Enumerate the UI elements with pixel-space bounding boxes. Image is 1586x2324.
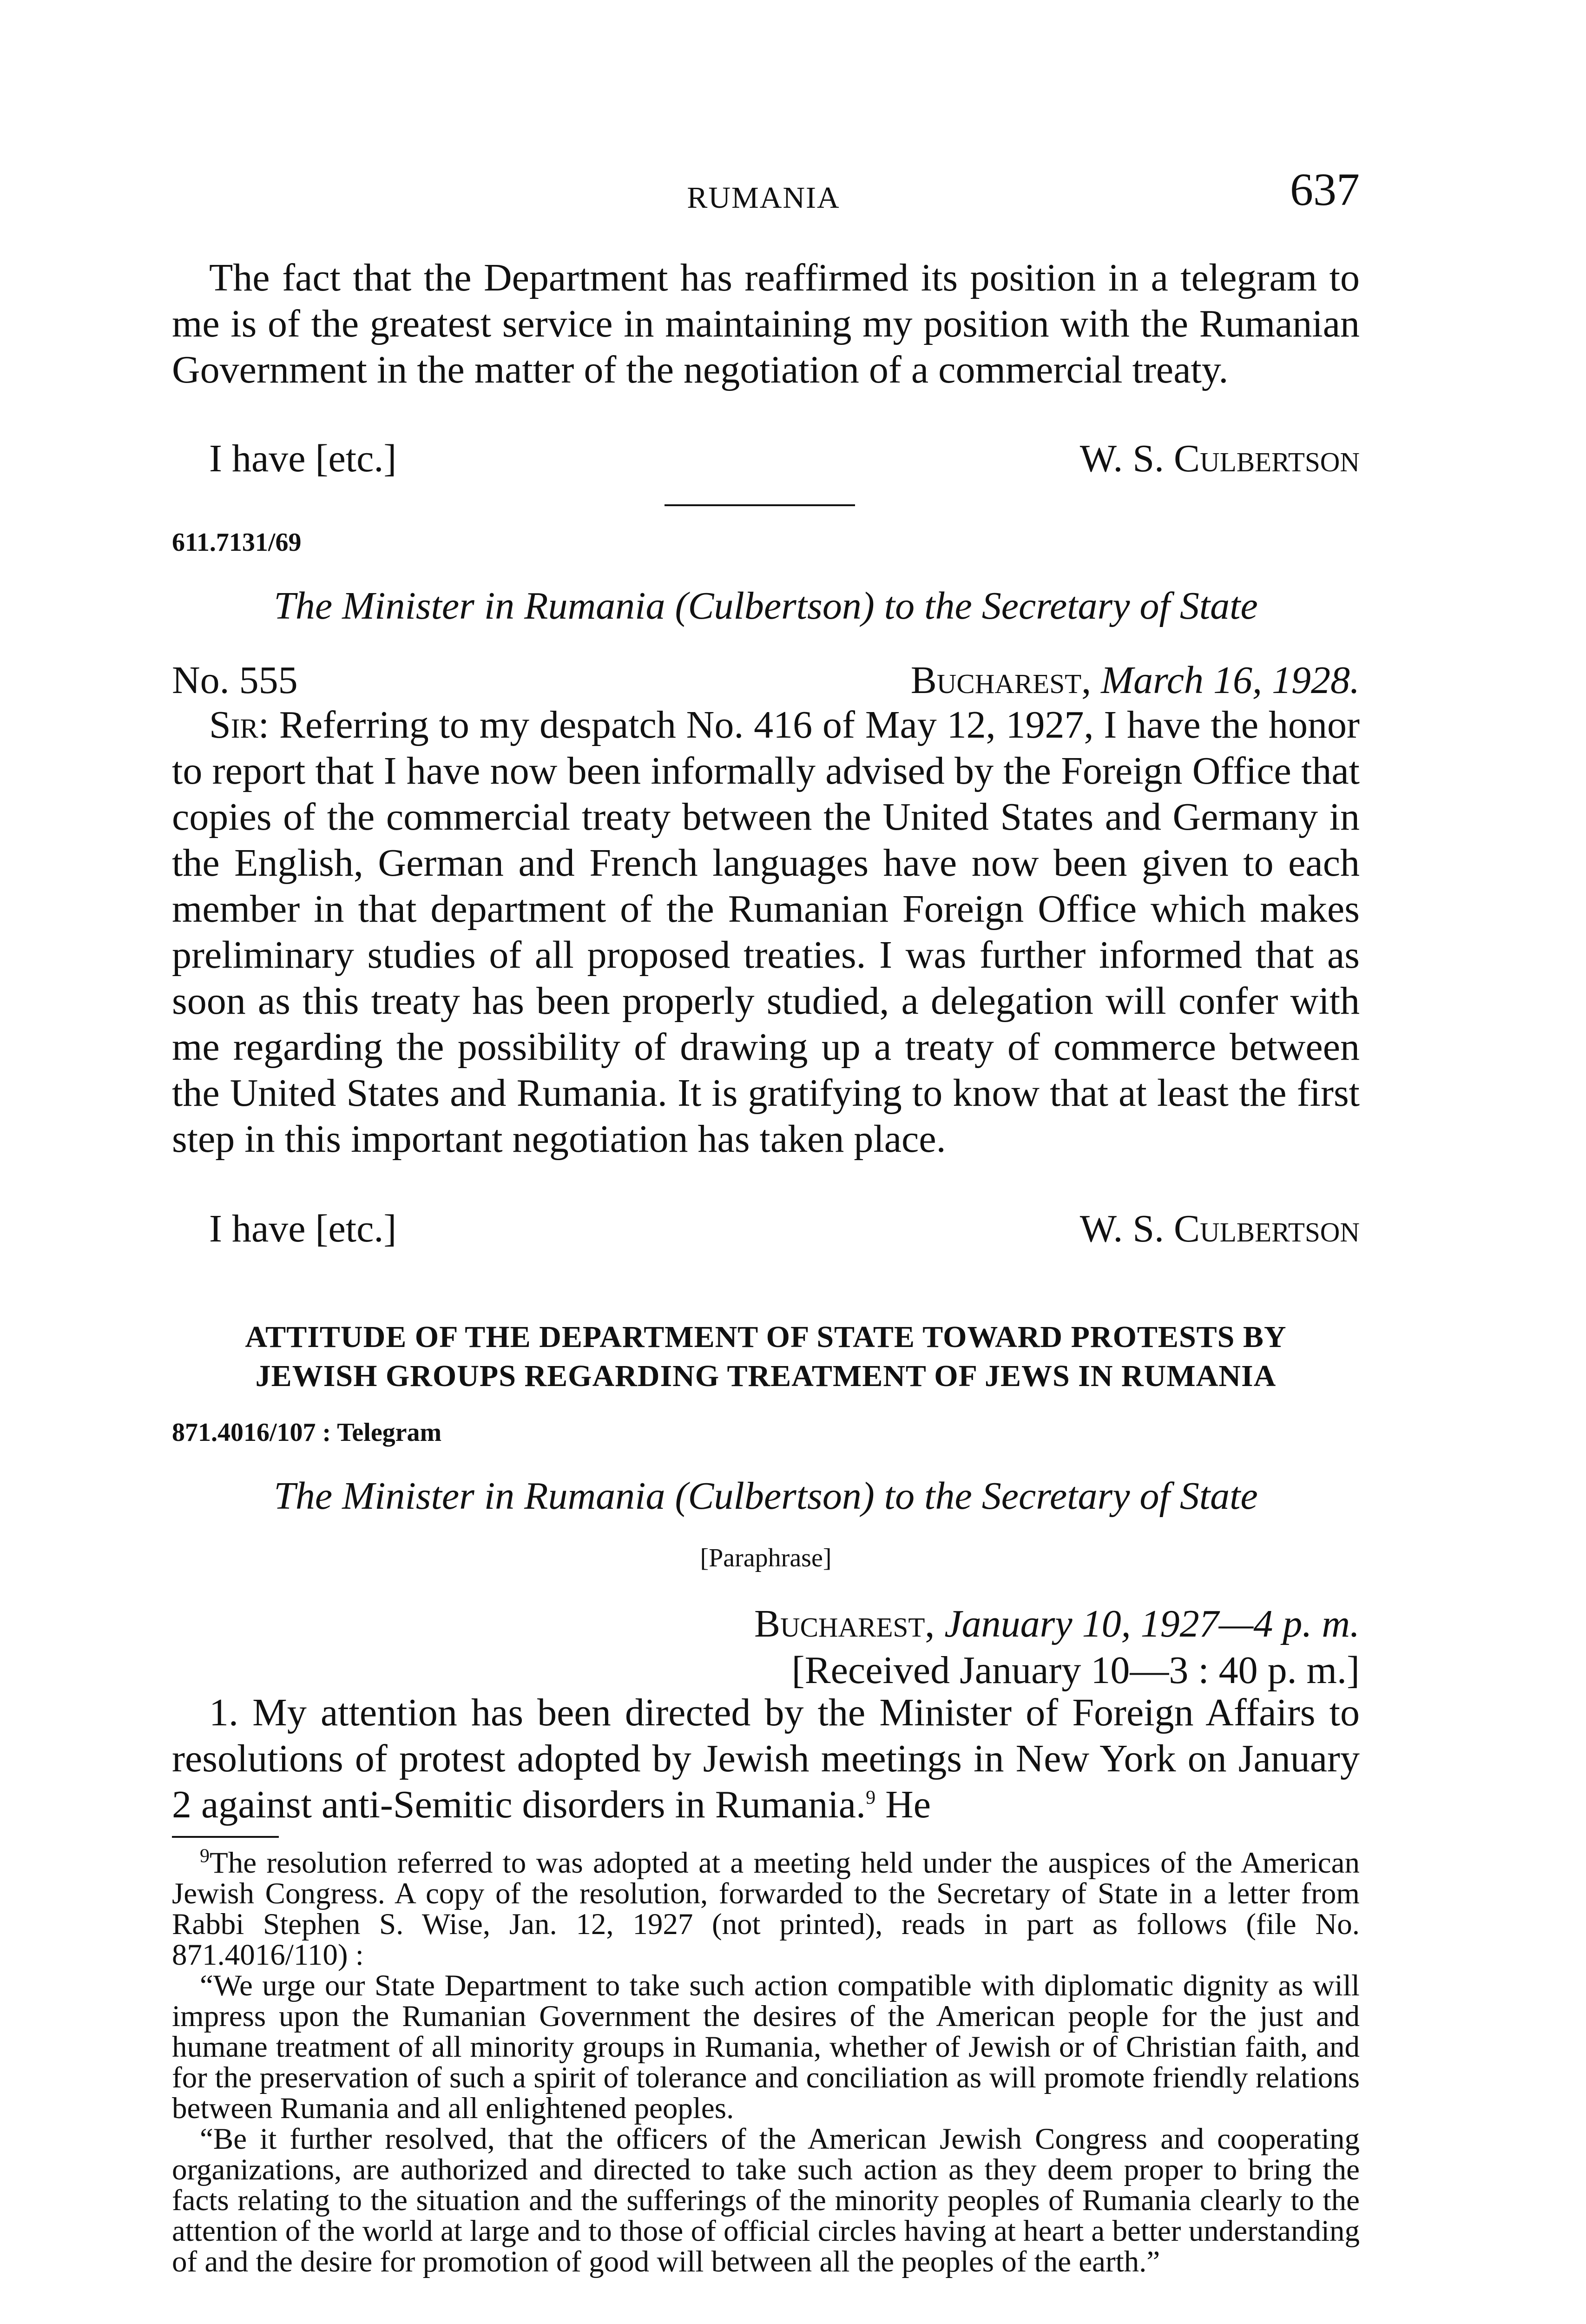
footnote-marker: 9 [200, 1845, 210, 1867]
section-heading [172, 1318, 1360, 1396]
document-heading: The Minister in Rumania (Culbertson) to the Secretary of State [274, 584, 1258, 627]
place-date [911, 658, 1360, 703]
page-number: 637 [1290, 164, 1360, 215]
signature: W. S. Culbertson [1079, 437, 1360, 480]
received-line: [Received January 10—3 : 40 p. m.] [791, 1649, 1360, 1692]
file-number: 871.4016/107 : Telegram [172, 1418, 442, 1447]
section-divider [665, 504, 855, 506]
despatch-number: No. 555 [172, 659, 298, 702]
footnote-divider [172, 1836, 279, 1838]
letter-text: Referring to my despatch No. 416 of May 12, 1927, I have the honor to report that I have now been informally advised by the Foreign Office that copies of the commercial treaty between the United States and Germany in the English, German and French languages have now been given to each member in that department of the Rumanian Foreign Office which makes preliminary studies of all proposed treaties. I was further informed that as soon as this treaty has been properly studied, a delegation will confer with me regarding the possibility of drawing up a treaty of commerce between the United States and Rumania. It is gratifying to know that at least the first step in this important negotiation has taken place. [172, 703, 1360, 1161]
footnote-paragraph: “Be it further resolved, that the officers of the American Jewish Congress and cooperating organizations, are authorized and directed to take such action as they deem proper to bring the facts relating to the situation and the sufferings of the minority peoples of Rumania clearly to the attention of the world at large and to those of official circles having at heart a better understanding of and the desire for promotion of good will between all the peoples of the earth.” [172, 2122, 1360, 2278]
salutation: Sir: [209, 703, 270, 746]
footnote-paragraph [172, 1845, 1360, 1972]
date-line-1 [172, 658, 1360, 704]
section-heading-line: JEWISH GROUPS REGARDING TREATMENT OF JEWS IN RUMANIA [255, 1359, 1277, 1393]
footnote-reference: 9 [866, 1787, 876, 1809]
running-title: RUMANIA [687, 181, 840, 215]
closing-row-2 [172, 1206, 1360, 1253]
telegram-date [754, 1601, 1360, 1646]
closing-row-1 [172, 436, 1360, 482]
footnote [172, 1845, 1360, 2278]
footnote-paragraph: “We urge our State Department to take such action compatible with diplomatic dignity as will impress upon the Rumanian Government the desires of the American people for the just and humane treatment of all minority groups in Rumania, whether of Jewish or of Christian faith, and for the preservation of such a spirit of tolerance and conciliation as will promote friendly relations between Rumania and all enlightened peoples. [172, 1969, 1360, 2125]
place: Bucharest, [754, 1602, 935, 1645]
footnote-text: The resolution referred to was adopted at a meeting held under the auspices of the American Jewish Congress. A copy of the resolution, forwarded to the Secretary of State in a letter from Rabbi Stephen S. Wise, Jan. 12, 1927 (not printed), reads in part as follows (file No. 871.4016/110) : [172, 1846, 1360, 1972]
section-heading-line: ATTITUDE OF THE DEPARTMENT OF STATE TOWARD PROTESTS BY [245, 1320, 1287, 1354]
date: March 16, 1928. [1101, 659, 1360, 702]
file-number: 611.7131/69 [172, 528, 302, 557]
letter-paragraph [172, 702, 1360, 1162]
date: January 10, 1927—4 p. m. [944, 1602, 1360, 1645]
intro-paragraph: The fact that the Department has reaffirmed its position in a telegram to me is of the greatest service in maintaining my position with the Rumanian Government in the matter of the negotiation of a commercial treaty. [172, 256, 1360, 391]
place: Bucharest, [910, 659, 1092, 702]
closing-text: I have [etc.] [209, 1207, 397, 1250]
telegram-text: 1. My attention has been directed by the Minister of Foreign Affairs to resolutions of protest adopted by Jewish meetings in New York on January 2 against anti-Semitic disorders in Rumania. [172, 1691, 1360, 1826]
telegram-continuation: He [875, 1783, 931, 1826]
telegram-paragraph [172, 1690, 1360, 1828]
paraphrase-label: [Paraphrase] [700, 1544, 832, 1572]
signature: W. S. Culbertson [1079, 1207, 1360, 1250]
closing-text: I have [etc.] [209, 437, 397, 480]
running-head [167, 166, 1360, 218]
document-heading: The Minister in Rumania (Culbertson) to the Secretary of State [274, 1474, 1258, 1518]
